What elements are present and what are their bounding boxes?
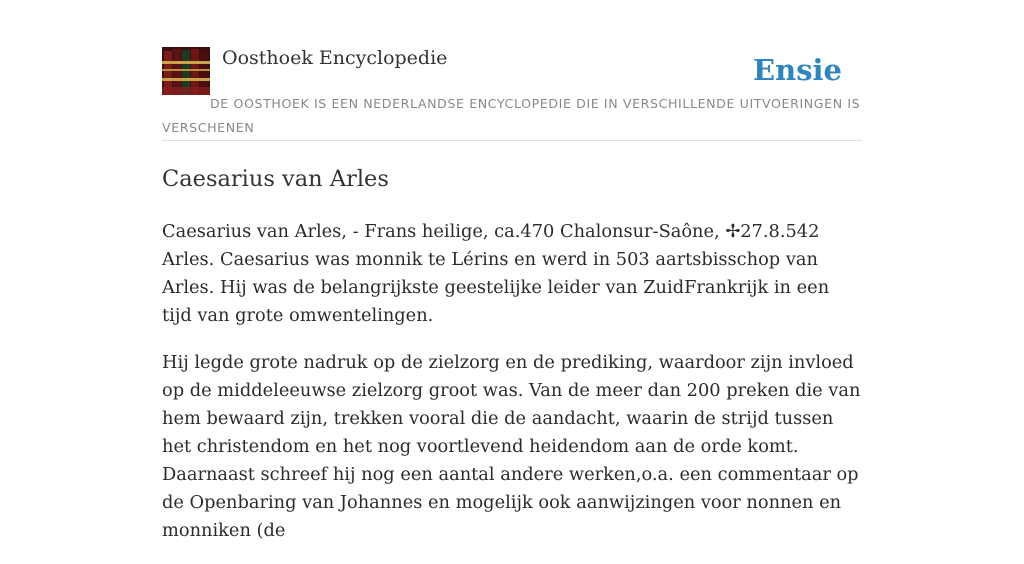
article-paragraph-2: Hij legde grote nadruk op de zielzorg en de prediking, waardoor zijn invloed op de middeleeuwse zielzorg groot was. Van de meer dan 200 preken die van hem bewaard zijn, trekken vooral die de aandacht, waarin de strijd tussen het christendom en het nog voortlevend heidendom aan de orde komt. Daarnaast schreef hij nog een aantal andere werken,o.a. een commentaar op de Openbaring van Johannes en mogelijk ook aanwijzingen voor nonnen en monniken (de: [162, 352, 861, 541]
site-tagline: DE OOSTHOEK IS EEN NEDERLANDSE ENCYCLOPEDIE DIE IN VERSCHILLENDE UITVOERINGEN IS VERSCHENEN: [162, 96, 861, 135]
article: [162, 162, 862, 564]
site-header: [162, 46, 862, 141]
site-name[interactable]: Oosthoek Encyclopedie: [222, 47, 448, 69]
article-paragraph-1: Caesarius van Arles, - Frans heilige, ca.470 Chalonsur-Saône, ✢27.8.542 Arles. Caesarius was monnik te Lérins en werd in 503 aartsbisschop van Arles. Hij was de belangrijkste geestelijke leider van ZuidFrankrijk in een tijd van grote omwentelingen.: [162, 221, 830, 326]
brand-logo[interactable]: Ensie: [753, 53, 842, 87]
site-avatar[interactable]: [162, 47, 210, 95]
book-spines-icon: [162, 47, 210, 95]
article-title: Caesarius van Arles: [162, 166, 389, 192]
